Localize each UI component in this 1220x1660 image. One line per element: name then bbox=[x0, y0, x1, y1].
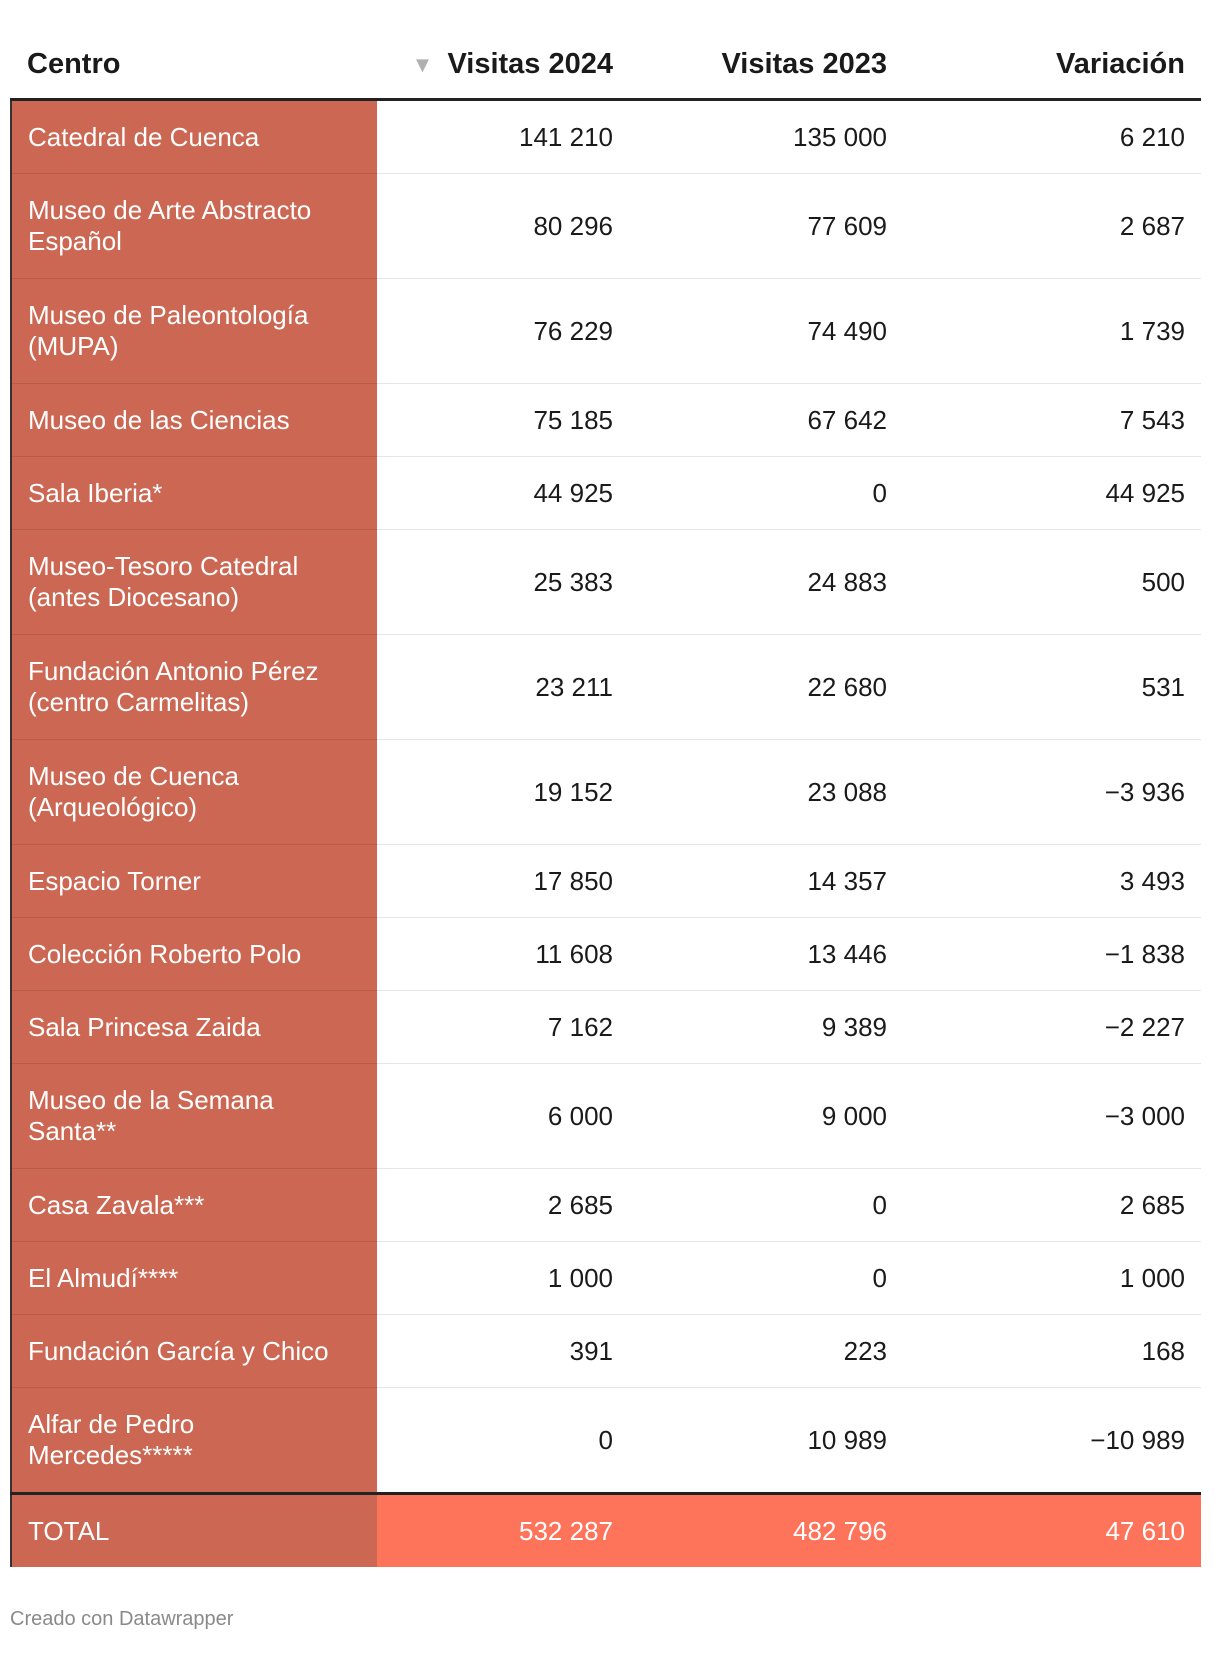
cell-variacion: −3 000 bbox=[903, 1064, 1201, 1169]
cell-variacion: 44 925 bbox=[903, 457, 1201, 530]
cell-centro: Sala Iberia* bbox=[11, 457, 377, 530]
cell-visitas-2024: 76 229 bbox=[377, 279, 629, 384]
cell-variacion: −2 227 bbox=[903, 991, 1201, 1064]
cell-visitas-2024: 17 850 bbox=[377, 845, 629, 918]
cell-visitas-2023: 10 989 bbox=[629, 1388, 903, 1494]
cell-centro: Catedral de Cuenca bbox=[11, 100, 377, 174]
cell-centro: Museo-Tesoro Catedral (antes Diocesano) bbox=[11, 530, 377, 635]
cell-centro: El Almudí**** bbox=[11, 1242, 377, 1315]
cell-centro: Colección Roberto Polo bbox=[11, 918, 377, 991]
table-row bbox=[11, 845, 1201, 918]
table-row bbox=[11, 1388, 1201, 1494]
cell-centro: Museo de Paleontología (MUPA) bbox=[11, 279, 377, 384]
data-table-container bbox=[10, 30, 1200, 1567]
total-visitas-2023: 482 796 bbox=[629, 1494, 903, 1568]
cell-visitas-2024: 2 685 bbox=[377, 1169, 629, 1242]
table-row bbox=[11, 740, 1201, 845]
cell-visitas-2023: 9 000 bbox=[629, 1064, 903, 1169]
cell-centro: Museo de las Ciencias bbox=[11, 384, 377, 457]
cell-variacion: −3 936 bbox=[903, 740, 1201, 845]
cell-visitas-2024: 6 000 bbox=[377, 1064, 629, 1169]
cell-variacion: 2 687 bbox=[903, 174, 1201, 279]
cell-variacion: 3 493 bbox=[903, 845, 1201, 918]
cell-visitas-2023: 9 389 bbox=[629, 991, 903, 1064]
cell-visitas-2023: 0 bbox=[629, 1242, 903, 1315]
sort-descending-icon: ▼ bbox=[411, 51, 434, 77]
cell-visitas-2024: 80 296 bbox=[377, 174, 629, 279]
cell-visitas-2024: 19 152 bbox=[377, 740, 629, 845]
table-row bbox=[11, 635, 1201, 740]
cell-variacion: 1 000 bbox=[903, 1242, 1201, 1315]
cell-variacion: 531 bbox=[903, 635, 1201, 740]
total-row bbox=[11, 1494, 1201, 1568]
cell-visitas-2023: 77 609 bbox=[629, 174, 903, 279]
table-row bbox=[11, 174, 1201, 279]
column-header-variacion[interactable] bbox=[903, 30, 1201, 100]
column-header-label: Visitas 2023 bbox=[721, 47, 887, 80]
cell-visitas-2024: 11 608 bbox=[377, 918, 629, 991]
cell-visitas-2024: 7 162 bbox=[377, 991, 629, 1064]
table-row bbox=[11, 991, 1201, 1064]
cell-visitas-2023: 13 446 bbox=[629, 918, 903, 991]
cell-visitas-2023: 24 883 bbox=[629, 530, 903, 635]
total-variacion: 47 610 bbox=[903, 1494, 1201, 1568]
cell-variacion: −10 989 bbox=[903, 1388, 1201, 1494]
table-row bbox=[11, 1315, 1201, 1388]
table-row bbox=[11, 100, 1201, 174]
column-header-centro[interactable] bbox=[11, 30, 377, 100]
cell-visitas-2024: 25 383 bbox=[377, 530, 629, 635]
table-row bbox=[11, 279, 1201, 384]
cell-centro: Espacio Torner bbox=[11, 845, 377, 918]
cell-variacion: 500 bbox=[903, 530, 1201, 635]
cell-visitas-2024: 44 925 bbox=[377, 457, 629, 530]
table-row bbox=[11, 918, 1201, 991]
table-header-row bbox=[11, 30, 1201, 100]
cell-centro: Fundación García y Chico bbox=[11, 1315, 377, 1388]
cell-visitas-2024: 141 210 bbox=[377, 100, 629, 174]
cell-centro: Alfar de Pedro Mercedes***** bbox=[11, 1388, 377, 1494]
cell-centro: Museo de la Semana Santa** bbox=[11, 1064, 377, 1169]
total-label: TOTAL bbox=[11, 1494, 377, 1568]
cell-centro: Museo de Cuenca (Arqueológico) bbox=[11, 740, 377, 845]
column-header-visitas-2023[interactable] bbox=[629, 30, 903, 100]
column-header-label: Visitas 2024 bbox=[447, 47, 613, 80]
cell-visitas-2024: 391 bbox=[377, 1315, 629, 1388]
visits-table bbox=[10, 30, 1201, 1567]
cell-visitas-2024: 75 185 bbox=[377, 384, 629, 457]
cell-variacion: 168 bbox=[903, 1315, 1201, 1388]
cell-visitas-2024: 0 bbox=[377, 1388, 629, 1494]
cell-visitas-2023: 223 bbox=[629, 1315, 903, 1388]
cell-visitas-2024: 23 211 bbox=[377, 635, 629, 740]
cell-visitas-2023: 23 088 bbox=[629, 740, 903, 845]
cell-visitas-2023: 0 bbox=[629, 457, 903, 530]
table-row bbox=[11, 530, 1201, 635]
cell-centro: Casa Zavala*** bbox=[11, 1169, 377, 1242]
cell-variacion: 7 543 bbox=[903, 384, 1201, 457]
credit-text[interactable]: Creado con Datawrapper bbox=[10, 1608, 234, 1630]
cell-variacion: 1 739 bbox=[903, 279, 1201, 384]
table-row bbox=[11, 384, 1201, 457]
cell-variacion: 2 685 bbox=[903, 1169, 1201, 1242]
cell-visitas-2023: 67 642 bbox=[629, 384, 903, 457]
cell-visitas-2023: 22 680 bbox=[629, 635, 903, 740]
column-header-label: Variación bbox=[1056, 47, 1185, 80]
cell-centro: Fundación Antonio Pérez (centro Carmelitas) bbox=[11, 635, 377, 740]
cell-visitas-2023: 135 000 bbox=[629, 100, 903, 174]
column-header-label: Centro bbox=[27, 47, 121, 80]
table-row bbox=[11, 457, 1201, 530]
table-row bbox=[11, 1169, 1201, 1242]
table-body bbox=[11, 100, 1201, 1494]
cell-visitas-2024: 1 000 bbox=[377, 1242, 629, 1315]
table-row bbox=[11, 1242, 1201, 1315]
cell-visitas-2023: 0 bbox=[629, 1169, 903, 1242]
cell-variacion: 6 210 bbox=[903, 100, 1201, 174]
cell-variacion: −1 838 bbox=[903, 918, 1201, 991]
column-header-visitas-2024[interactable] bbox=[377, 30, 629, 100]
cell-centro: Museo de Arte Abstracto Español bbox=[11, 174, 377, 279]
cell-visitas-2023: 14 357 bbox=[629, 845, 903, 918]
table-row bbox=[11, 1064, 1201, 1169]
cell-visitas-2023: 74 490 bbox=[629, 279, 903, 384]
total-visitas-2024: 532 287 bbox=[377, 1494, 629, 1568]
cell-centro: Sala Princesa Zaida bbox=[11, 991, 377, 1064]
